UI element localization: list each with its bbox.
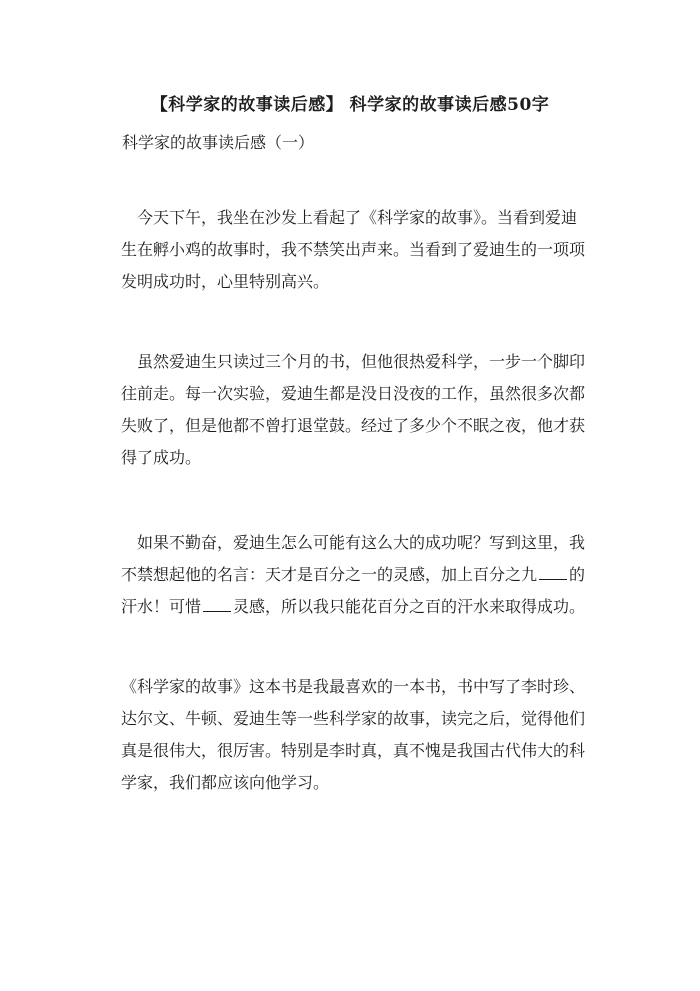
paragraph-2 bbox=[121, 346, 591, 474]
paragraph-line: 真是很伟大，很厉害。特别是李时真，真不愧是我国古代伟大的科 bbox=[121, 741, 586, 760]
fill-blank bbox=[203, 595, 231, 612]
line-text: 不禁想起他的名言：天才是百分之一的灵感，加上百分之九 bbox=[121, 565, 538, 584]
paragraph-line: 失败了，但是他都不曾打退堂鼓。经过了多少个不眠之夜，他才获 bbox=[121, 416, 586, 435]
paragraph-line: 学家，我们都应该向他学习。 bbox=[121, 773, 330, 792]
document-title: 【科学家的故事读后感】 科学家的故事读后感50字 bbox=[150, 95, 550, 115]
line-text-tail: 的 bbox=[569, 565, 586, 584]
paragraph-line: 如果不勤奋，爱迪生怎么可能有这么大的成功呢？写到这里，我 bbox=[121, 533, 586, 552]
paragraph-1 bbox=[121, 202, 591, 298]
paragraph-line: 得了成功。 bbox=[121, 448, 202, 467]
paragraph-line: 往前走。每一次实验，爱迪生都是没日没夜的工作，虽然很多次都 bbox=[121, 384, 586, 403]
paragraph-line: 《科学家的故事》这本书是我最喜欢的一本书，书中写了李时珍、 bbox=[121, 677, 586, 696]
paragraph-line bbox=[121, 591, 591, 623]
line-text-tail: 灵感，所以我只能花百分之百的汗水来取得成功。 bbox=[233, 597, 586, 616]
paragraph-line: 生在孵小鸡的故事时，我不禁笑出声来。当看到了爱迪生的一项项 bbox=[121, 240, 586, 259]
paragraph-line: 今天下午，我坐在沙发上看起了《科学家的故事》。当看到爱迪 bbox=[121, 208, 578, 227]
paragraph-line: 发明成功时，心里特别高兴。 bbox=[121, 272, 330, 291]
paragraph-line: 达尔文、牛顿、爱迪生等一些科学家的故事，读完之后，觉得他们 bbox=[121, 709, 586, 728]
paragraph-line bbox=[121, 559, 591, 591]
paragraph-3 bbox=[121, 527, 591, 623]
paragraph-line: 虽然爱迪生只读过三个月的书，但他很热爱科学，一步一个脚印 bbox=[121, 352, 586, 371]
document-subtitle: 科学家的故事读后感（一） bbox=[122, 133, 315, 152]
line-text: 汗水！可惜 bbox=[121, 597, 202, 616]
fill-blank bbox=[539, 563, 567, 580]
paragraph-4 bbox=[121, 671, 591, 799]
